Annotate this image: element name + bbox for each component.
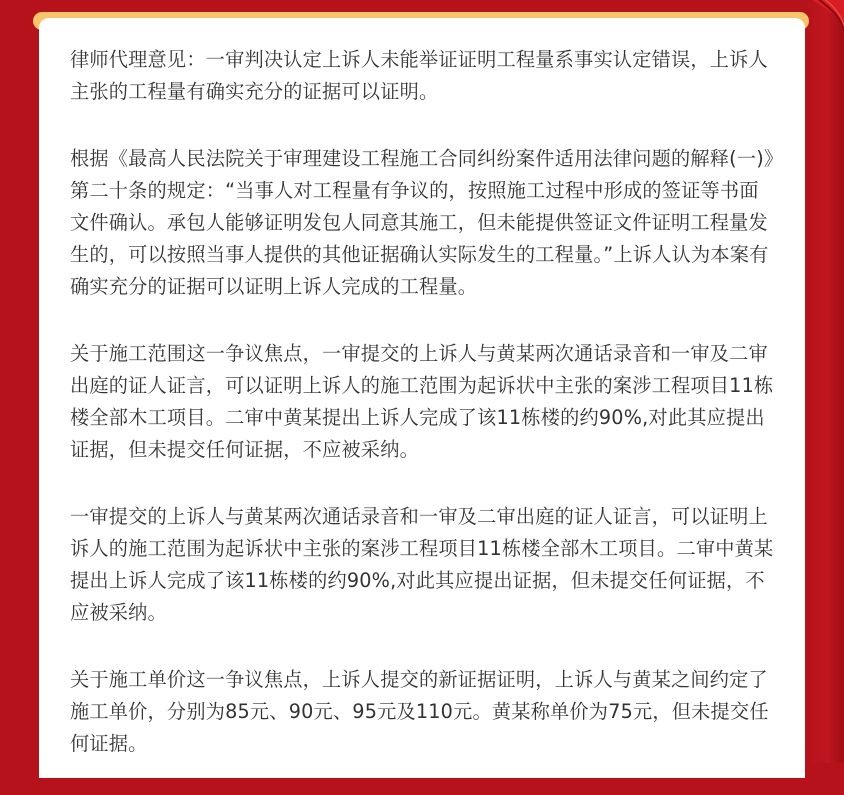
paragraph-unit-price: 关于施工单价这一争议焦点，上诉人提交的新证据证明，上诉人与黄某之间约定了施工单价，分别为85元、90元、95元及110元。黄某称单价为75元，但未提交任何证据。 [70,668,769,755]
article-body [70,44,778,795]
paragraph-evidence: 一审提交的上诉人与黄某两次通话录音和一审及二审出庭的证人证言，可以证明上诉人的施工范围为起诉状中主张的案涉工程项目11栋楼全部木工项目。二审中黄某提出上诉人完成了该11栋楼的约90%,对此其应提出证据，但未提交任何证据，不应被采纳。 [70,505,774,624]
paragraph-construction-scope: 关于施工范围这一争议焦点，一审提交的上诉人与黄某两次通话录音和一审及二审出庭的证人证言，可以证明上诉人的施工范围为起诉状中主张的案涉工程项目11栋楼全部木工项目。二审中黄某提出上诉人完成了该11栋楼的约90%,对此其应提出证据，但未提交任何证据，不应被采纳。 [70,342,774,461]
background-right-shade [804,0,844,763]
paragraph-lawyer-opinion: 律师代理意见：一审判决认定上诉人未能举证证明工程量系事实认定错误，上诉人主张的工程量有确实充分的证据可以证明。 [70,48,768,103]
paragraph-legal-basis: 根据《最高人民法院关于审理建设工程施工合同纠纷案件适用法律问题的解释(一)》第二十条的规定：“当事人对工程量有争议的，按照施工过程中形成的签证等书面文件确认。承包人能够证明发包人同意其施工，但未能提供签证文件证明工程量发生的，可以按照当事人提供的其他证据确认实际发生的工程量。”上诉人认为本案有确实充分的证据可以证明上诉人完成的工程量。 [70,147,774,298]
